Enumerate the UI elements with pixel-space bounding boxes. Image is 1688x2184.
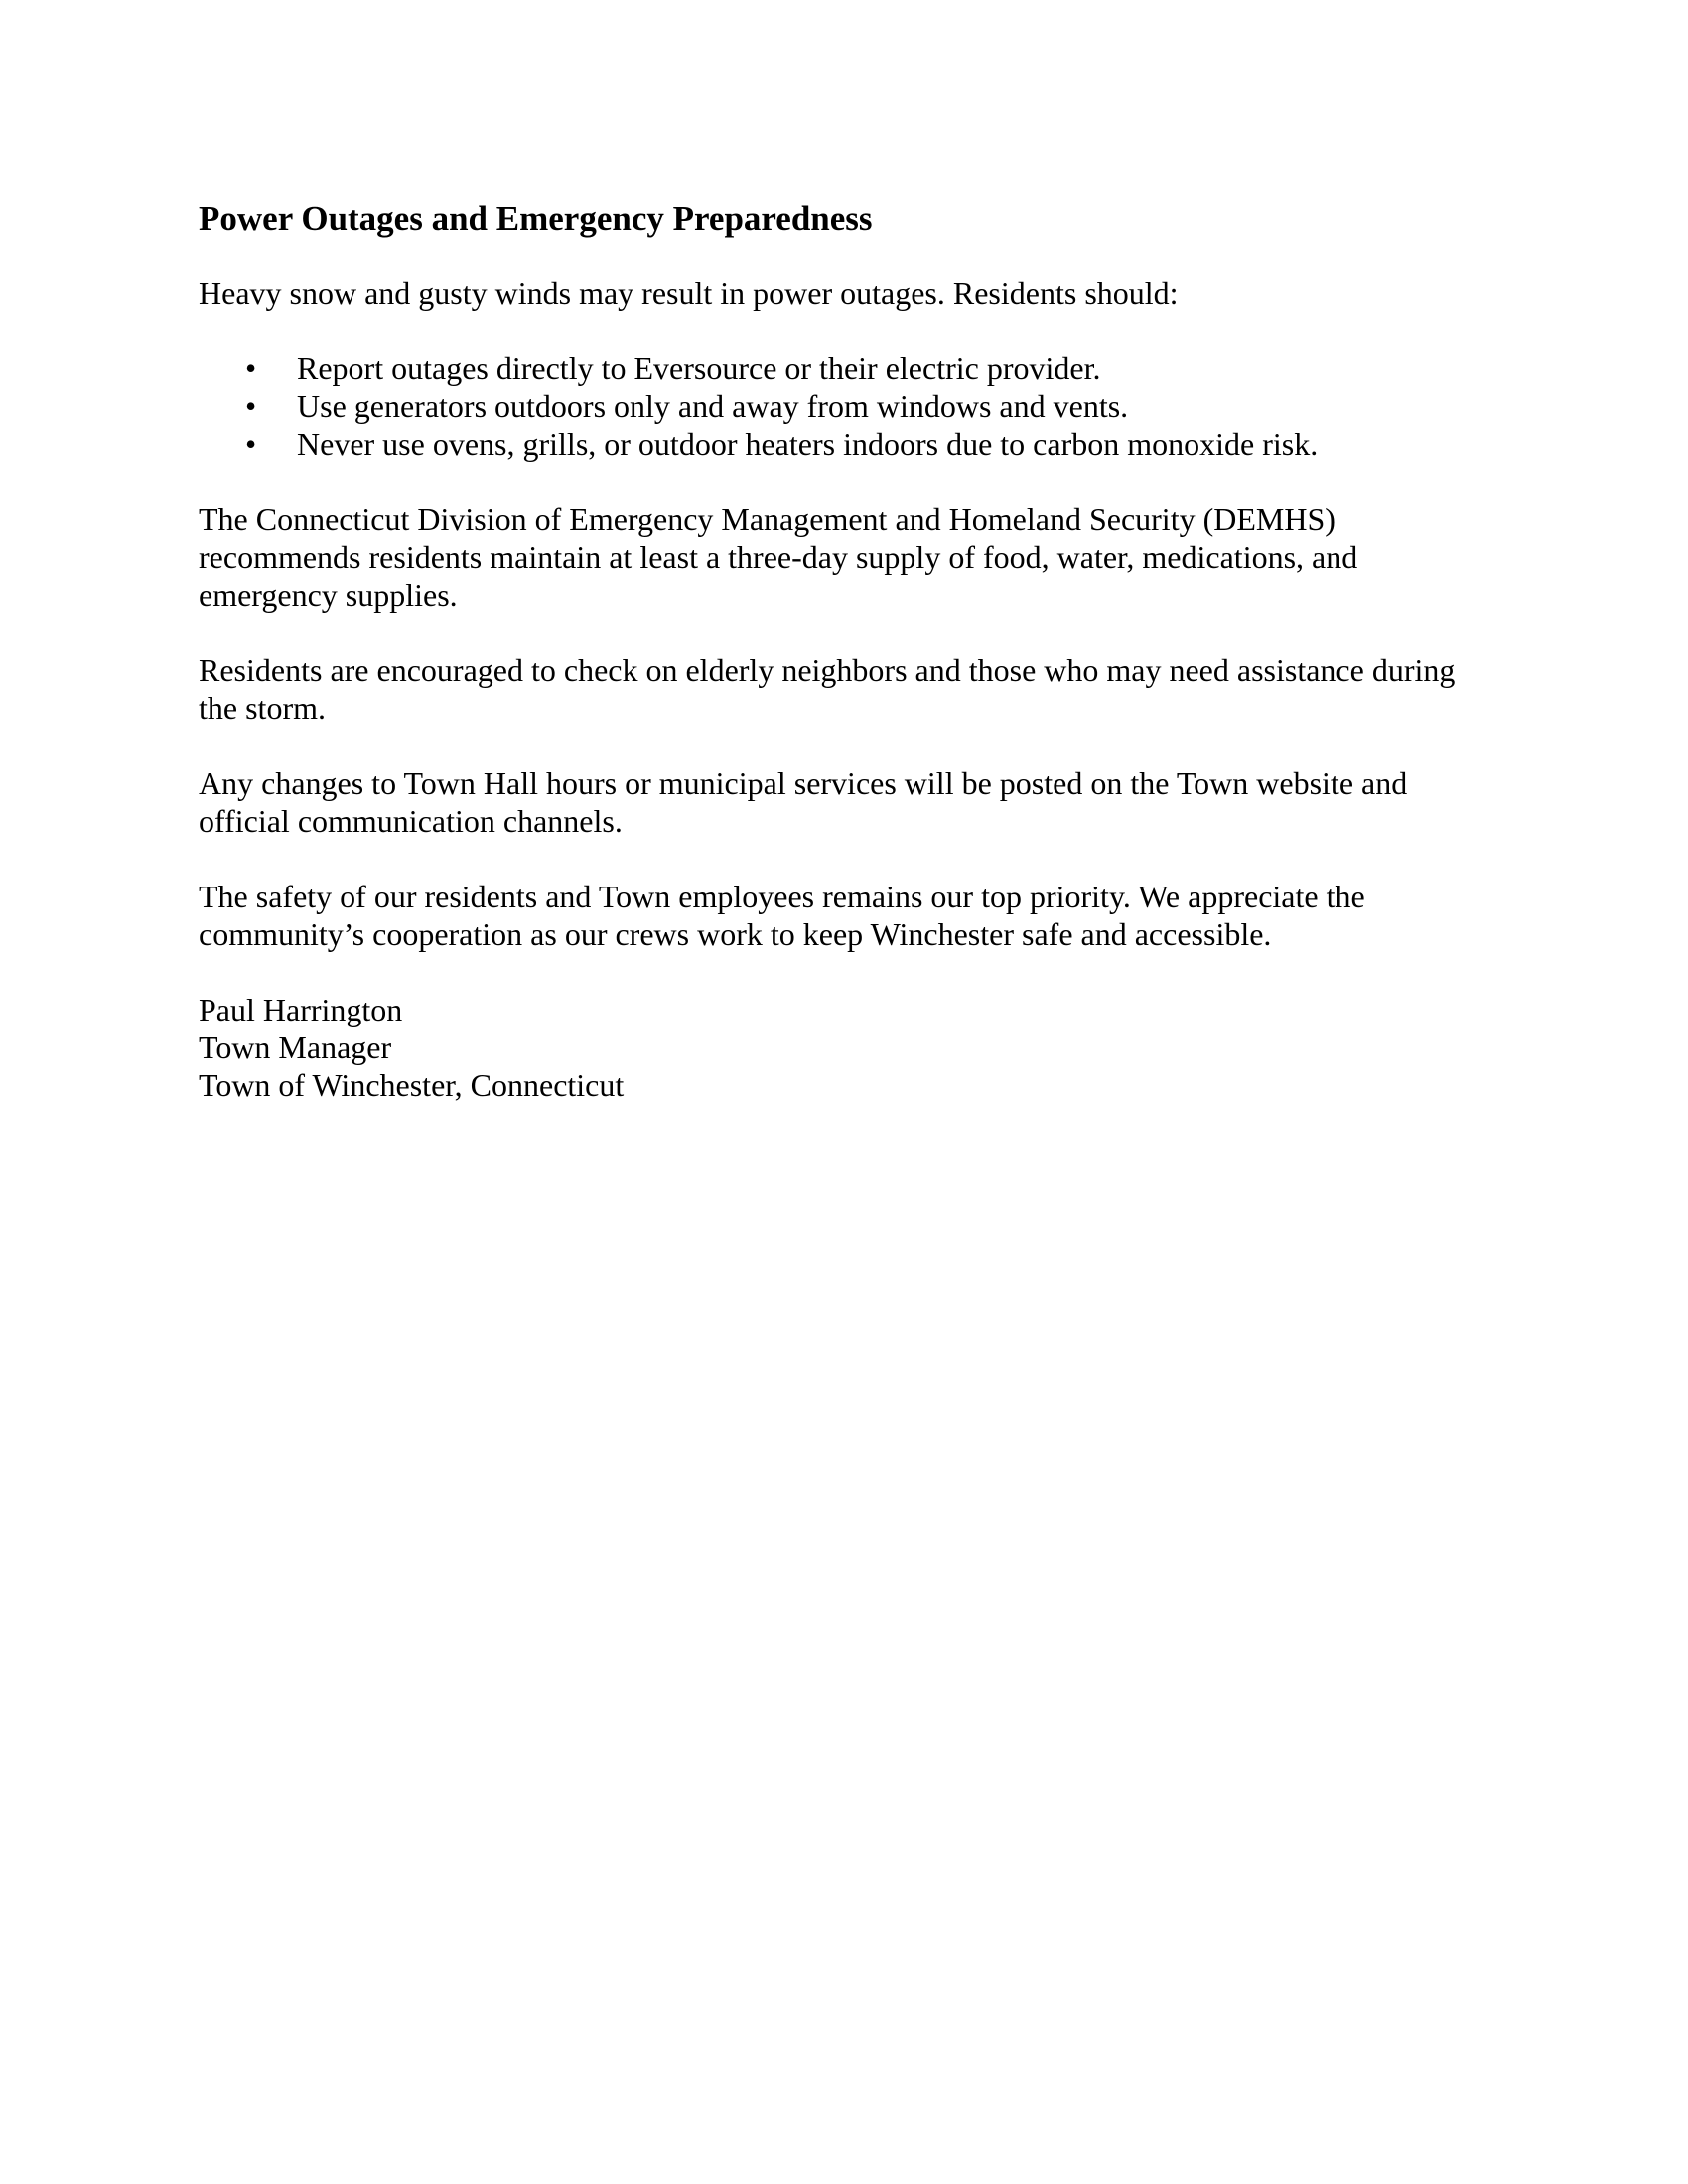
list-item-text: Report outages directly to Eversource or their electric provider. (297, 350, 1101, 386)
intro-paragraph: Heavy snow and gusty winds may result in power outages. Residents should: (199, 275, 1179, 311)
signature-title: Town Manager (199, 1029, 392, 1065)
signature-organization: Town of Winchester, Connecticut (199, 1067, 625, 1103)
bullet-icon: • (245, 388, 257, 424)
document-body (199, 199, 1489, 1104)
bullet-icon: • (245, 426, 257, 462)
bullet-list (199, 349, 1489, 463)
list-item (199, 425, 1489, 463)
safety-paragraph: The safety of our residents and Town employees remains our top priority. We appreciate the community’s cooperation as our crews work to keep Winchester safe and accessible. (199, 879, 1365, 952)
neighbors-paragraph: Residents are encouraged to check on elderly neighbors and those who may need assistance during the storm. (199, 652, 1456, 726)
town-hall-paragraph: Any changes to Town Hall hours or municipal services will be posted on the Town website and official communication channels. (199, 765, 1408, 839)
signature-block (199, 991, 1489, 1104)
list-item (199, 387, 1489, 425)
document-heading: Power Outages and Emergency Preparedness (199, 200, 873, 238)
list-item-text: Use generators outdoors only and away from windows and vents. (297, 388, 1129, 424)
list-item (199, 349, 1489, 387)
signature-name: Paul Harrington (199, 992, 403, 1027)
list-item-text: Never use ovens, grills, or outdoor heaters indoors due to carbon monoxide risk. (297, 426, 1319, 462)
demhs-paragraph: The Connecticut Division of Emergency Management and Homeland Security (DEMHS) recommends residents maintain at least a three-day supply of food, water, medications, and emergency supplies. (199, 501, 1358, 613)
bullet-icon: • (245, 350, 257, 386)
